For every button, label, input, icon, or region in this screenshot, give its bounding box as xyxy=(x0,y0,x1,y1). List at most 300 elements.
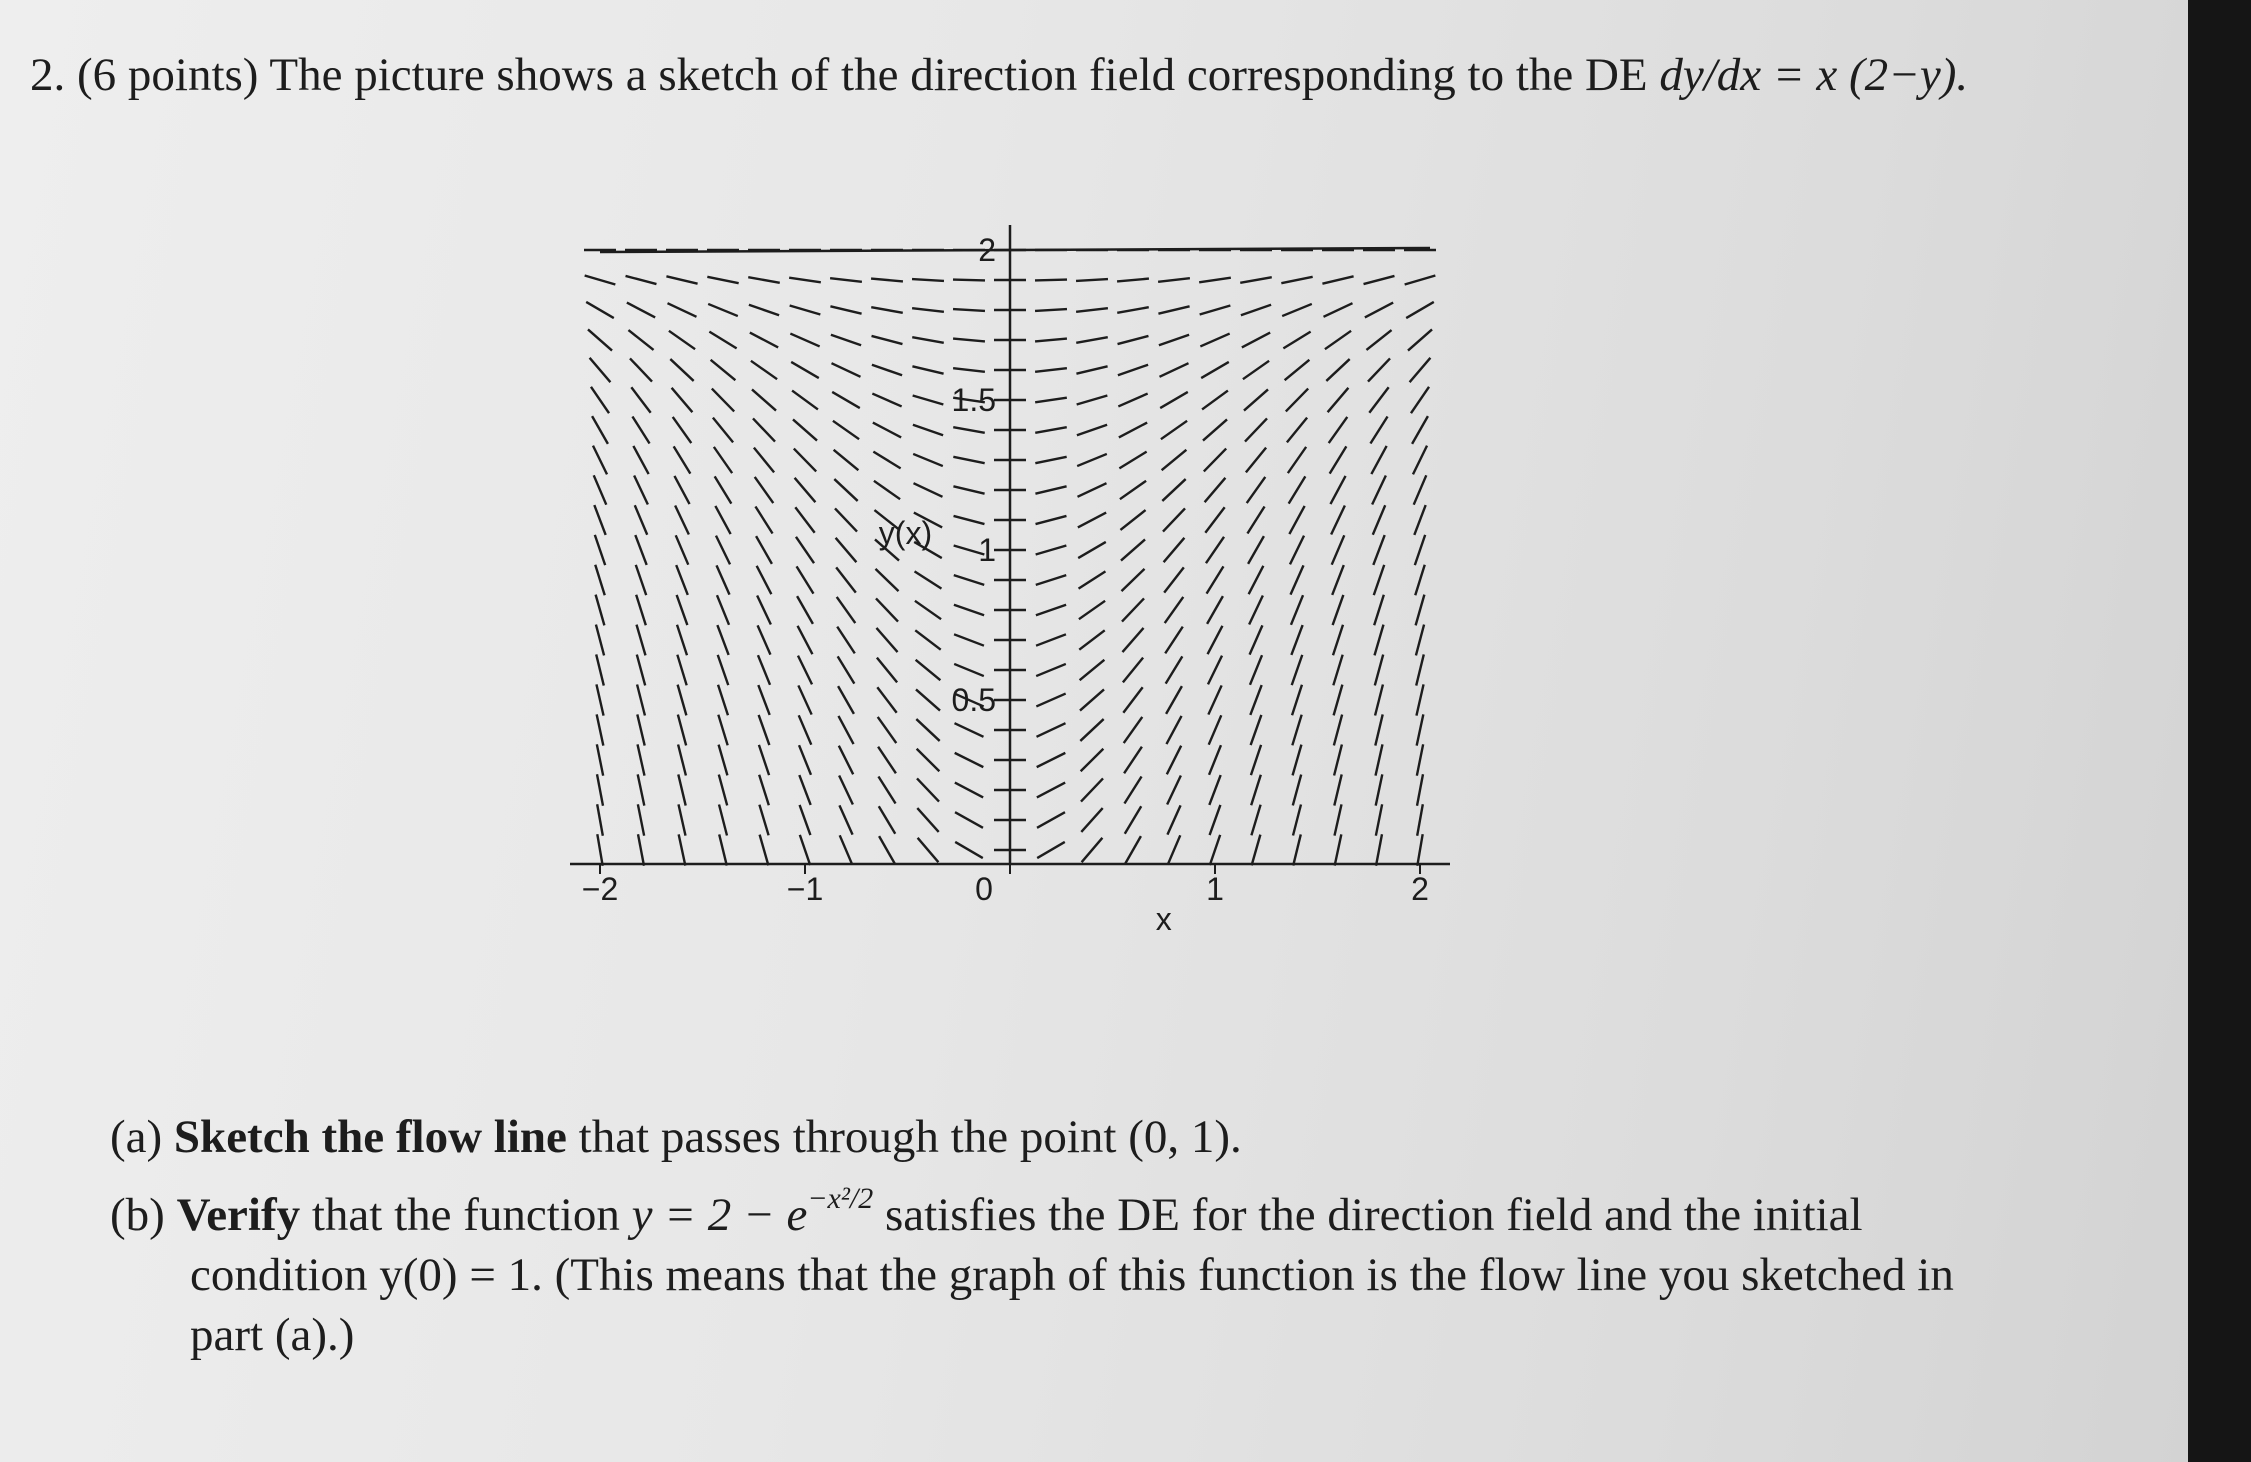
slope-segment xyxy=(1281,277,1312,283)
slope-segment xyxy=(708,304,738,316)
slope-segment xyxy=(912,308,944,312)
slope-segment xyxy=(1160,392,1188,408)
slope-segment xyxy=(1125,806,1141,833)
x-tick-label: −1 xyxy=(786,871,824,907)
slope-segment xyxy=(1334,744,1342,775)
slope-segment xyxy=(1417,774,1423,805)
slope-segment xyxy=(839,746,853,775)
slope-segment xyxy=(1118,336,1149,344)
slope-segment xyxy=(591,387,609,413)
slope-segment xyxy=(1332,565,1344,595)
slope-segment xyxy=(757,566,772,594)
slope-segment xyxy=(1203,419,1227,440)
x-axis-label: x xyxy=(1155,901,1172,930)
slope-segment xyxy=(597,714,604,745)
slope-segment xyxy=(1079,571,1106,588)
slope-segment xyxy=(790,334,819,347)
slope-segment xyxy=(1123,687,1142,712)
slope-segment xyxy=(707,277,738,283)
slope-segment xyxy=(595,535,605,565)
x-tick-label: 0 xyxy=(975,871,993,907)
slope-segment xyxy=(830,278,862,282)
slope-segment xyxy=(1118,394,1147,407)
slope-segment xyxy=(630,358,652,381)
slope-segment xyxy=(678,715,686,746)
slope-segment xyxy=(872,394,901,407)
slope-segment xyxy=(1415,565,1424,596)
slope-segment xyxy=(711,360,736,380)
slope-segment xyxy=(755,506,772,533)
slope-segment xyxy=(916,660,941,680)
question-equation: dy/dx = x (2−y). xyxy=(1659,49,1969,101)
slope-segment xyxy=(759,745,769,775)
slope-segment xyxy=(1293,745,1302,776)
slope-segment xyxy=(1331,506,1345,535)
slope-segment xyxy=(795,507,814,532)
slope-segment xyxy=(1035,398,1067,403)
slope-segment xyxy=(1035,427,1067,433)
slope-segment xyxy=(1417,834,1422,866)
slope-segment xyxy=(1037,812,1065,828)
slope-segment xyxy=(834,450,859,470)
part-b-text-before: that the function xyxy=(311,1189,620,1241)
slope-segment xyxy=(1119,452,1146,469)
slope-segment xyxy=(1037,723,1066,737)
slope-segment xyxy=(1290,536,1304,565)
slope-segment xyxy=(585,276,616,285)
slope-segment xyxy=(1119,423,1147,438)
slope-segment xyxy=(918,838,939,862)
slope-segment xyxy=(677,595,688,625)
slope-segment xyxy=(754,448,774,473)
slope-segment xyxy=(759,805,768,836)
slope-segment xyxy=(837,627,855,654)
slope-segment xyxy=(751,361,777,379)
slope-segment xyxy=(1376,804,1382,835)
slope-segment xyxy=(798,626,813,654)
slope-segment xyxy=(672,388,693,412)
slope-segment xyxy=(1328,388,1349,412)
slope-segment xyxy=(1122,598,1144,621)
slope-segment xyxy=(627,303,655,318)
slope-segment xyxy=(1292,685,1302,715)
slope-segment xyxy=(796,537,814,563)
slope-segment xyxy=(840,835,853,864)
slope-segment xyxy=(879,806,895,833)
slope-segment xyxy=(1076,337,1108,343)
slope-segment xyxy=(1251,805,1260,836)
slope-segment xyxy=(798,656,812,685)
slope-segment xyxy=(1414,505,1425,535)
part-a-text: that passes through the point (0, 1). xyxy=(578,1111,1242,1163)
slope-segment xyxy=(638,834,644,865)
slope-segment xyxy=(1124,747,1142,774)
slope-segment xyxy=(679,834,686,865)
slope-segment xyxy=(718,685,728,715)
slope-segment xyxy=(590,358,611,382)
slope-segment xyxy=(800,835,810,865)
slope-segment xyxy=(955,753,984,767)
slope-segment xyxy=(673,417,692,443)
axes xyxy=(570,225,1450,874)
slope-segment xyxy=(1250,655,1262,685)
slope-segment xyxy=(759,715,770,745)
slope-segment xyxy=(677,625,687,655)
slope-segment xyxy=(915,601,941,619)
slope-segment xyxy=(717,595,729,625)
slope-segment xyxy=(1291,595,1303,625)
slope-segment xyxy=(1124,776,1141,803)
slope-segment xyxy=(719,805,727,836)
slope-segment xyxy=(631,387,650,412)
y-tick-label: 1 xyxy=(978,532,996,568)
slope-segment xyxy=(715,506,730,534)
slope-segment xyxy=(953,309,985,311)
slope-segment xyxy=(838,686,854,714)
slope-segment xyxy=(838,716,853,744)
slope-segment xyxy=(953,368,985,372)
slope-segment xyxy=(595,565,604,596)
slope-segment xyxy=(832,392,860,408)
slope-segment xyxy=(953,339,985,342)
slope-segment xyxy=(1374,595,1384,626)
slope-segment xyxy=(1293,834,1301,865)
question-points: (6 points) xyxy=(77,49,259,101)
slope-segment xyxy=(597,834,602,866)
slope-segment xyxy=(676,535,689,564)
slope-segment xyxy=(955,842,983,858)
slope-segment xyxy=(1120,481,1146,499)
slope-segment xyxy=(954,605,984,616)
slope-segment xyxy=(1121,569,1144,591)
slope-segment xyxy=(1117,279,1149,282)
slope-segment xyxy=(1036,575,1066,585)
slope-segment xyxy=(954,664,984,676)
slope-segment xyxy=(1376,744,1383,775)
slope-segment xyxy=(953,486,984,493)
slope-segment xyxy=(632,416,649,443)
slope-segment xyxy=(677,655,686,686)
slope-segment xyxy=(757,596,771,625)
slope-segment xyxy=(912,279,944,281)
slope-segment xyxy=(1209,775,1220,805)
slope-segment xyxy=(789,278,821,283)
slope-segment xyxy=(917,778,939,801)
slope-segment xyxy=(1076,308,1108,312)
slope-segment xyxy=(1405,276,1436,285)
slope-segment xyxy=(955,723,984,737)
slope-segment xyxy=(596,595,605,626)
slope-segment xyxy=(1412,416,1428,444)
slope-segment xyxy=(1370,416,1387,443)
slope-segment xyxy=(1293,805,1301,836)
slope-segment xyxy=(837,597,856,623)
slope-segment xyxy=(792,391,818,410)
slope-segment xyxy=(594,475,607,504)
slope-segment xyxy=(1287,418,1307,443)
slope-segment xyxy=(915,571,942,588)
slope-segment xyxy=(638,774,645,805)
slope-segment xyxy=(675,506,689,535)
slope-segment xyxy=(637,714,644,745)
slope-segment xyxy=(1289,476,1306,503)
slope-segment xyxy=(1251,715,1262,745)
slope-segment xyxy=(1037,753,1066,767)
part-b-label: (b) xyxy=(110,1189,165,1241)
slope-segment xyxy=(953,457,984,463)
slope-segment xyxy=(1082,838,1103,862)
slope-segment xyxy=(1368,358,1390,381)
slope-segment xyxy=(1416,595,1425,626)
slope-segment xyxy=(1159,335,1189,346)
slope-segment xyxy=(716,536,730,565)
part-b-line-2: condition y(0) = 1. (This means that the graph of this function is the flow line you sketched in xyxy=(190,1249,1954,1301)
slope-segment xyxy=(1330,476,1345,504)
slope-segment xyxy=(917,808,938,832)
slope-segment xyxy=(1324,303,1353,317)
slope-segment xyxy=(1415,535,1425,565)
slope-segment xyxy=(1240,277,1272,283)
slope-segment xyxy=(749,305,779,316)
slope-segment xyxy=(1035,280,1067,281)
slope-segment xyxy=(839,776,853,805)
slope-segment xyxy=(750,333,778,348)
slope-segment xyxy=(1035,368,1067,372)
slope-segment xyxy=(1036,546,1067,555)
slope-segment xyxy=(1291,625,1302,655)
slope-segment xyxy=(1167,776,1181,805)
slope-segment xyxy=(1166,686,1182,714)
slope-segment xyxy=(835,508,857,531)
slope-segment xyxy=(872,336,903,344)
slope-segment xyxy=(1117,307,1149,313)
slope-segment xyxy=(878,776,895,803)
part-b-text-after: satisfies the DE for the direction field and the initial xyxy=(884,1189,1863,1241)
slope-segment xyxy=(1078,513,1106,528)
slope-segment xyxy=(594,505,605,535)
slope-segment xyxy=(917,749,940,772)
slope-segment xyxy=(915,630,940,649)
slope-segment xyxy=(791,362,819,378)
slope-segment xyxy=(1250,625,1263,654)
slope-segment xyxy=(1081,778,1103,801)
slope-segment xyxy=(1335,834,1342,865)
slope-segment xyxy=(1036,664,1066,676)
slope-segment xyxy=(834,479,857,501)
y-tick-label: 0.5 xyxy=(951,682,996,718)
slope-segment xyxy=(1200,306,1231,315)
part-a xyxy=(110,1110,1242,1164)
slope-segment xyxy=(1207,566,1224,593)
slope-segment xyxy=(1036,694,1065,707)
slope-segment xyxy=(1166,716,1181,744)
slope-segment xyxy=(1079,601,1105,619)
part-a-bold: Sketch the flow line xyxy=(173,1111,567,1163)
slope-segment xyxy=(758,685,769,715)
part-a-label: (a) xyxy=(110,1111,163,1163)
slope-segment xyxy=(1249,596,1263,625)
slope-segment xyxy=(1416,625,1424,656)
slope-segment xyxy=(628,330,653,350)
slope-segment xyxy=(1334,774,1341,805)
slope-segment xyxy=(1165,627,1183,654)
x-tick-label: 2 xyxy=(1411,871,1429,907)
slope-segment xyxy=(756,536,772,564)
slope-segment xyxy=(1252,835,1261,866)
slope-segment xyxy=(1201,362,1229,378)
slope-segment xyxy=(871,279,903,282)
slope-segment xyxy=(1122,628,1143,652)
question-header xyxy=(30,48,1968,102)
x-tick-label: 1 xyxy=(1206,871,1224,907)
slope-segment xyxy=(1209,715,1222,744)
slope-segment xyxy=(1375,684,1383,715)
slope-segment xyxy=(916,689,940,710)
slope-segment xyxy=(1413,446,1427,475)
slope-segment xyxy=(1411,387,1429,413)
slope-segment xyxy=(799,715,812,744)
slope-segment xyxy=(676,565,688,595)
slope-segment xyxy=(878,717,897,743)
slope-segment xyxy=(719,775,727,806)
slope-segment xyxy=(1162,479,1185,501)
slope-segment xyxy=(1080,689,1104,710)
slope-segment xyxy=(1369,387,1388,412)
slope-segment xyxy=(1417,714,1424,745)
part-b-line-3: part (a).) xyxy=(190,1309,355,1361)
slope-segment xyxy=(1244,389,1268,410)
slope-segment xyxy=(1210,835,1220,865)
slope-segment xyxy=(1285,360,1310,380)
slope-segment xyxy=(674,476,689,504)
slope-segment xyxy=(1374,565,1384,595)
slope-segment xyxy=(1375,655,1383,686)
slope-segment xyxy=(1289,506,1304,534)
slope-segment xyxy=(715,476,732,503)
slope-segment xyxy=(1366,330,1391,350)
slope-segment xyxy=(1282,304,1312,316)
slope-segment xyxy=(1164,567,1184,592)
slope-segment xyxy=(709,332,736,349)
slope-segment xyxy=(1250,685,1261,715)
slope-segment xyxy=(1334,715,1342,746)
slope-segment xyxy=(1333,625,1343,655)
slope-segment xyxy=(1167,805,1180,834)
slope-segment xyxy=(1077,454,1107,466)
slope-segment xyxy=(955,783,983,798)
slope-segment xyxy=(1120,510,1145,530)
slope-segment xyxy=(717,565,730,594)
slope-segment xyxy=(633,446,648,474)
slope-segment xyxy=(831,335,861,346)
slope-segment xyxy=(1375,625,1384,656)
slope-segment xyxy=(954,516,985,524)
slope-segment xyxy=(1158,278,1190,282)
slope-segment xyxy=(1248,536,1264,564)
slope-segment xyxy=(1245,418,1267,441)
slope-segment xyxy=(1035,486,1066,493)
slope-segment xyxy=(719,834,727,865)
slope-segment xyxy=(1206,537,1224,563)
slope-segment xyxy=(876,628,897,652)
slope-segment xyxy=(1292,655,1303,685)
slope-segment xyxy=(712,389,734,412)
slope-segment xyxy=(1081,749,1104,772)
slope-segment xyxy=(1416,654,1424,685)
slope-segment xyxy=(1080,660,1105,680)
slope-segment xyxy=(1076,279,1108,281)
slope-segment xyxy=(1247,477,1266,503)
slope-segment xyxy=(954,634,984,645)
slope-segment xyxy=(832,363,861,377)
curve-label: y(x) xyxy=(878,515,933,551)
slope-segment xyxy=(1293,775,1301,806)
slope-segment xyxy=(626,276,657,284)
slope-segment xyxy=(1410,358,1431,382)
slope-segment xyxy=(637,655,645,686)
part-b xyxy=(110,1182,1863,1242)
slope-segment xyxy=(666,276,697,283)
slope-segment xyxy=(1406,302,1434,318)
slope-segment xyxy=(1416,684,1423,715)
slope-segment xyxy=(872,365,902,376)
slope-segment xyxy=(833,421,859,439)
slope-segment xyxy=(955,812,983,828)
question-number: 2. xyxy=(30,49,66,101)
slope-segment xyxy=(1251,775,1261,806)
screen-edge xyxy=(2188,0,2251,1462)
slope-segment xyxy=(1207,596,1223,624)
y-tick-label: 1.5 xyxy=(951,382,996,418)
slope-segment xyxy=(718,655,729,685)
slope-segment xyxy=(588,329,612,350)
x-tick-label: −2 xyxy=(581,871,619,907)
slope-segment xyxy=(1408,329,1432,350)
direction-field-plot xyxy=(560,210,1480,930)
slope-segment xyxy=(1165,597,1184,623)
slope-segment xyxy=(1334,804,1341,835)
slope-segment xyxy=(875,569,898,591)
slope-segment xyxy=(593,446,607,475)
slope-segment xyxy=(1372,476,1386,505)
slope-segment xyxy=(1251,745,1261,775)
slope-segment xyxy=(1373,535,1384,565)
slope-segment xyxy=(1333,595,1344,625)
slope-segment xyxy=(912,366,943,373)
slope-segment xyxy=(1210,805,1221,835)
slope-segment xyxy=(597,774,603,805)
slope-segment xyxy=(1246,448,1266,473)
y-tick-label: 2 xyxy=(978,232,996,268)
slope-segment xyxy=(592,416,608,444)
slope-segment xyxy=(1076,366,1107,373)
slope-segment xyxy=(1249,566,1264,594)
slope-segment xyxy=(1163,508,1185,531)
slope-segment xyxy=(953,427,985,433)
slope-segment xyxy=(913,425,943,436)
slope-segment xyxy=(1291,565,1304,594)
slope-segment xyxy=(1209,745,1221,775)
slope-segment xyxy=(1334,685,1343,716)
slope-segment xyxy=(1035,457,1066,463)
slope-segment xyxy=(871,307,903,313)
slope-segment xyxy=(799,745,811,775)
slope-segment xyxy=(877,658,897,683)
slope-segment xyxy=(799,775,810,805)
slope-segment xyxy=(1333,655,1342,686)
slope-segment xyxy=(1365,303,1393,318)
part-b-bold: Verify xyxy=(176,1189,301,1241)
